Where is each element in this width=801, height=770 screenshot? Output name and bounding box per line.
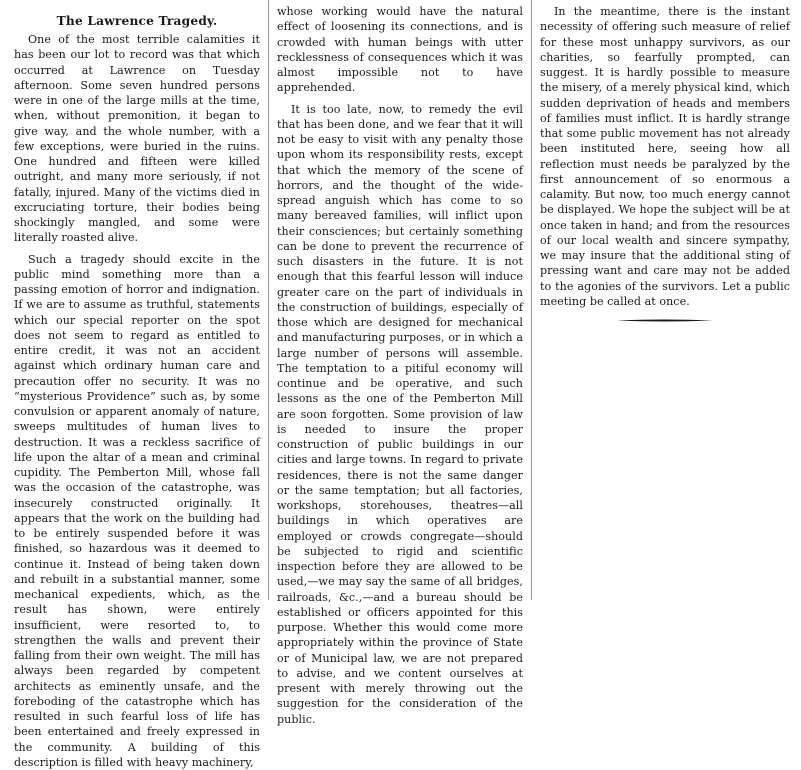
column-1 xyxy=(14,4,260,770)
column-2 xyxy=(277,4,523,727)
paragraph-3-text: It is too late, now, to remedy the evil that has been done, and we fear that it will not be easy to visit with any penalty those upon whom its responsibility rests, except that which the memory of the scene of horrors, and the thought of the wide-spread anguish which has come to so many bereaved families, will inflict upon their consciences; but certainly something can be done to prevent the recurrence of such disasters in the future. It is not enough that this fearful lesson will induce greater care on the part of individuals in the construction of buildings, especially of those which are designed for mechanical and manufacturing purposes, or in which a large number of persons will assemble. The temptation to a pitiful economy will continue and be operative, and such lessons as the one of the Pemberton Mill are soon forgotten. Some provision of law is needed to insure the proper construction of public buildings in our cities and large towns. In regard to private residences, there is not the same danger or the same temptation; but all factories, workshops, storehouses, theatres—all buildings in which operatives are employed or crowds congregate—should be subjected to rigid and scientific inspection before they are allowed to be used,—we may say the same of all bridges, railroads, &c.,—and a bureau should be established or officers appointed for this purpose. Whether this would come more appropriately within the province of State or of Municipal law, we are not prepared to advise, and we content ourselves at present with merely throwing out the suggestion for the consideration of the public. xyxy=(277,103,523,726)
column-3 xyxy=(540,4,790,322)
closing-dash-ornament xyxy=(617,319,713,322)
paragraph-3 xyxy=(277,102,523,727)
dash-ornament-icon xyxy=(617,319,713,322)
article-headline: The Lawrence Tragedy. xyxy=(14,14,260,29)
column-rule xyxy=(531,0,532,600)
paragraph-2-start: Such a tragedy should excite in the public mind something more than a passing emotion of horror and indignation. If we are to assume as truthful, statements which our special reporter on the spot does not seem to regard as entitled to entire credit, it was not an accident against which ordinary human care and precaution offer no security. It was no “mysterious Providence” such as, by some convulsion or apparent anomaly of nature, sweeps multitudes of human lives to destruction. It was a reckless sacrifice of life upon the altar of a mean and criminal cupidity. The Pemberton Mill, whose fall was the occasion of the catastrophe, was insecurely constructed originally. It appears that the work on the building had to be entirely suspended before it was finished, so hazardous was it deemed to continue it. Instead of being taken down and rebuilt in a substantial manner, some mechanical expedients, which, as the result has shown, were entirely insufficient, were resorted to, to strengthen the walls and prevent their falling from their own weight. The mill has always been regarded by competent architects as eminently unsafe, and the foreboding of the catastrophe which has resulted in such fearful loss of life has been entertained and freely expressed in the community. A building of this description is filled with heavy machinery, xyxy=(14,252,260,770)
paragraph-1-text: One of the most terrible calamities it has been our lot to record was that which occurred at Lawrence on Tuesday afternoon. Some seven hundred persons were in one of the large mills at the time, when, without premonition, it began to give way, and the whole number, with a few exceptions, were buried in the ruins. One hundred and fifteen were killed outright, and many more seriously, if not fatally, injured. Many of the victims died in excruciating torture, their bodies being shockingly mangled, and some were literally roasted alive. xyxy=(14,33,260,244)
column-rule xyxy=(268,0,269,600)
paragraph-1 xyxy=(14,32,260,246)
paragraph-4 xyxy=(540,4,790,309)
paragraph-2-end: whose working would have the natural effect of loosening its connections, and is crowded with human beings with utter recklessness of consequences which it was almost impossible not to have apprehended. xyxy=(277,4,523,96)
paragraph-4-text: In the meantime, there is the instant necessity of offering such measure of relief for these most unhappy survivors, as our charities, so fearfully prompted, can suggest. It is hardly possible to measure the misery, of a merely physical kind, which sudden deprivation of heads and members of families must inflict. It is hardly strange that some public movement has not already been instituted here, seeing how all reflection must needs be paralyzed by the first announcement of so enormous a calamity. But now, too much energy cannot be displayed. We hope the subject will be at once taken in hand; and from the resources of our local wealth and sincere sympathy, we may insure that the additional sting of pressing want and care may not be added to the agonies of the survivors. Let a public meeting be called at once. xyxy=(540,5,790,308)
